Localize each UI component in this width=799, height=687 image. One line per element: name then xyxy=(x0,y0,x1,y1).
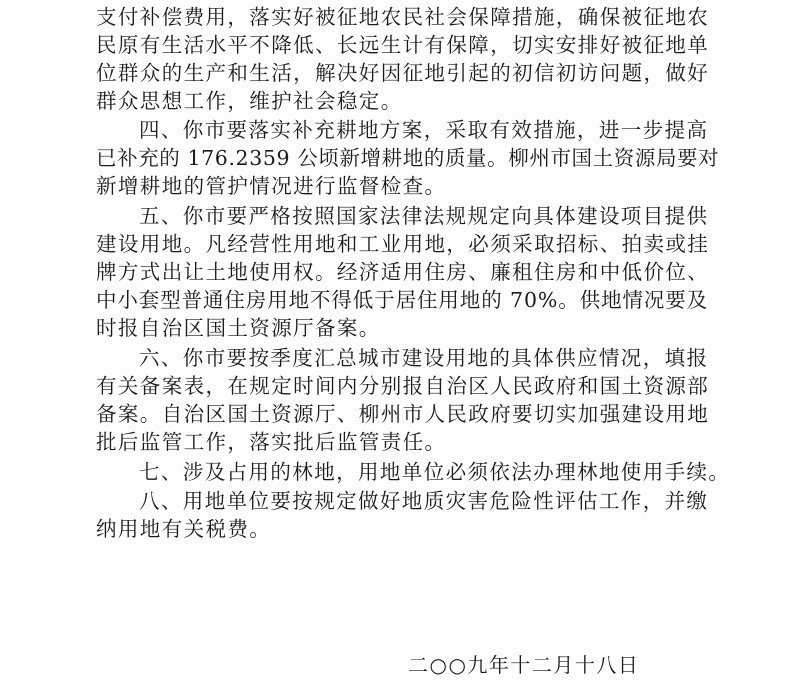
document-date: 二○○九年十二月十八日 xyxy=(408,653,640,677)
paragraph-line: 群众思想工作，维护社会稳定。 xyxy=(96,89,403,113)
paragraph-line: 批后监管工作，落实批后监管责任。 xyxy=(96,430,447,454)
paragraph-line: 八、用地单位要按规定做好地质灾害危险性评估工作，并缴 xyxy=(139,489,709,513)
paragraph-line: 纳用地有关税费。 xyxy=(96,517,272,541)
paragraph-line: 时报自治区国土资源厅备案。 xyxy=(96,316,381,340)
paragraph-line: 备案。自治区国土资源厅、柳州市人民政府要切实加强建设用地 xyxy=(96,402,710,426)
paragraph-line: 有关备案表，在规定时间内分别报自治区人民政府和国土资源部 xyxy=(96,374,710,398)
paragraph-line: 民原有生活水平不降低、长远生计有保障，切实安排好被征地单 xyxy=(96,33,710,57)
paragraph-line: 五、你市要严格按照国家法律法规规定向具体建设项目提供 xyxy=(139,204,709,228)
paragraph-line: 六、你市要按季度汇总城市建设用地的具体供应情况，填报 xyxy=(139,346,709,370)
paragraph-line: 牌方式出让土地使用权。经济适用住房、廉租住房和中低价位、 xyxy=(96,260,710,284)
paragraph-line: 中小套型普通住房用地不得低于居住用地的 70%。供地情况要及 xyxy=(96,288,709,312)
paragraph-line: 已补充的 176.2359 公顷新增耕地的质量。柳州市国土资源局要对 xyxy=(96,146,720,170)
paragraph-line: 新增耕地的管护情况进行监督检查。 xyxy=(96,174,447,198)
paragraph-line: 建设用地。凡经营性用地和工业用地，必须采取招标、拍卖或挂 xyxy=(96,232,710,256)
paragraph-line: 四、你市要落实补充耕地方案，采取有效措施，进一步提高 xyxy=(139,118,709,142)
paragraph-line: 七、涉及占用的林地，用地单位必须依法办理林地使用手续。 xyxy=(139,460,731,484)
paragraph-line: 位群众的生产和生活，解决好因征地引起的初信初访问题，做好 xyxy=(96,61,710,85)
paragraph-line: 支付补偿费用，落实好被征地农民社会保障措施，确保被征地农 xyxy=(96,5,710,29)
